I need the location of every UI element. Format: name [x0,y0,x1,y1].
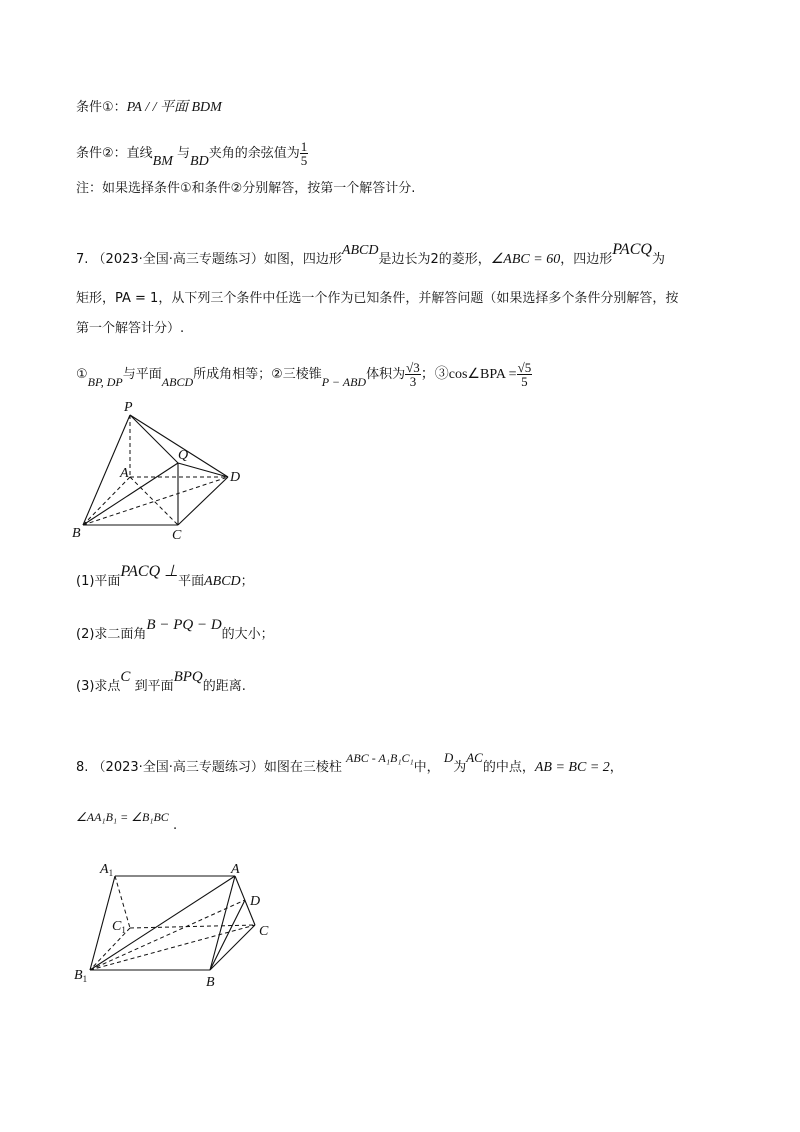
condition-1 [76,99,222,117]
condition-2 [76,140,308,167]
q7-sub1-abcd: ABCD [204,574,241,589]
q7-sub2-end: 的大小； [221,627,274,642]
q7-sub3-end: 的距离. [202,679,246,694]
q8-angle-equation: ∠AA₁B₁ = ∠B₁BC [76,810,169,824]
q8-d: D [443,750,454,765]
label-A: A [120,466,129,481]
q8-ac: AC [466,750,483,765]
q7-conditions [76,361,532,388]
q7-sub1-text: 平面 [178,574,205,589]
q7-source: （2023·全国·高三专题练习）如图，四边形 [92,252,342,267]
q8-number: 8. [76,760,89,775]
q8-prism-figure [70,855,290,990]
edge-BC [210,925,255,970]
q7-cond1-plane: ABCD [161,375,194,389]
q7-sub-3 [76,669,246,696]
label-A: A [231,862,240,877]
label-A1: $A_1$ [100,862,114,878]
condition-1-math: PA / / 平面 BDM [126,100,222,115]
condition-2-bd: BD [190,154,209,169]
edge-QD [178,463,228,477]
label-B: B [72,526,81,541]
q7-sub1-end: ； [240,574,254,589]
label-Q: Q [178,448,189,463]
label-D: D [250,894,261,909]
edge-C1C [130,925,255,928]
q7-cond1-lines: BP, DP [87,375,123,389]
q7-number: 7. [76,252,89,267]
label-D: D [230,470,241,485]
edge-PQ [130,415,178,463]
q8-line-1 [76,750,623,777]
edge-BD [210,900,245,970]
q8-text-2: 为 [453,760,467,775]
label-B: B [206,975,215,990]
condition-1-label: 条件①： [76,100,127,115]
q7-line-3: 第一个解答计分）. [76,321,185,336]
q7-sub2-math: B − PQ − D [146,617,222,633]
edge-AB [83,477,130,525]
q7-abcd: ABCD [341,243,379,258]
edge-B1D [90,900,245,970]
label-C: C [172,528,182,543]
q8-equation: AB = BC = 2 [534,760,610,775]
label-C: C [259,924,269,939]
label-P: P [124,400,133,415]
q8-line-2 [76,808,178,833]
condition-2-bm: BM [152,154,173,169]
q7-sub-1 [76,563,254,591]
condition-2-mid: 与 [177,146,191,161]
q7-line-1 [76,241,665,269]
condition-2-fraction: $\frac{1}{5}$ [300,139,308,168]
q7-text-1: 是边长为2的菱形， [378,252,491,267]
q7-text-2: ，四边形 [560,252,613,267]
q7-cond1-text: 与平面 [122,367,162,382]
edge-CD [178,477,228,525]
label-B1: $B_1$ [74,968,88,984]
condition-2-label: 条件②：直线 [76,146,153,161]
q7-sub3-c: C [120,669,131,685]
label-C1: $C_1$ [112,919,126,935]
q8-text-3: 的中点， [482,760,535,775]
q7-cond2-fraction: $\frac{√3}{3}$ [406,360,420,389]
q7-cond1-text-2: 所成角相等；②三棱锥 [193,367,322,382]
q7-sub-2 [76,617,274,644]
q7-sub2-prefix: (2)求二面角 [76,627,147,642]
q7-cond3-text: ；③cos∠BPA = [420,367,517,382]
q7-pyramid-figure [68,395,258,545]
edge-AC [130,477,178,525]
q7-sub3-prefix: (3)求点 [76,679,121,694]
edge-BD [83,477,228,525]
q7-cond-mark: ① [76,367,88,382]
q7-text-3: 为 [651,252,665,267]
q7-sub1-pacq: PACQ ⊥ [120,563,179,580]
q7-angle: ∠ABC = 60 [490,252,561,267]
q8-source: （2023·全国·高三专题练习）如图在三棱柱 [92,760,342,775]
q7-line-2: 矩形，PA = 1，从下列三个条件中任选一个作为已知条件，并解答问题（如果选择多个条件分别解答，按 [76,291,679,306]
q7-cond2-pyramid: P − ABD [321,375,367,389]
condition-2-suffix: 夹角的余弦值为 [208,146,300,161]
q7-pacq: PACQ [612,241,652,258]
q7-sub3-bpq: BPQ [173,669,203,685]
q7-cond2-text: 体积为 [366,367,406,382]
q7-sub3-text: 到平面 [134,679,174,694]
q7-sub1-prefix: (1)平面 [76,574,121,589]
edge-PD [130,415,228,477]
q8-text-4: ， [609,760,623,775]
q8-prism: ABC - A₁B₁C₁ [346,751,414,765]
q8-period: . [172,818,178,833]
q8-text-1: 中， [413,760,440,775]
scoring-note: 注：如果选择条件①和条件②分别解答，按第一个解答计分. [76,181,416,196]
q7-cond3-fraction: $\frac{√5}{5}$ [517,360,532,389]
